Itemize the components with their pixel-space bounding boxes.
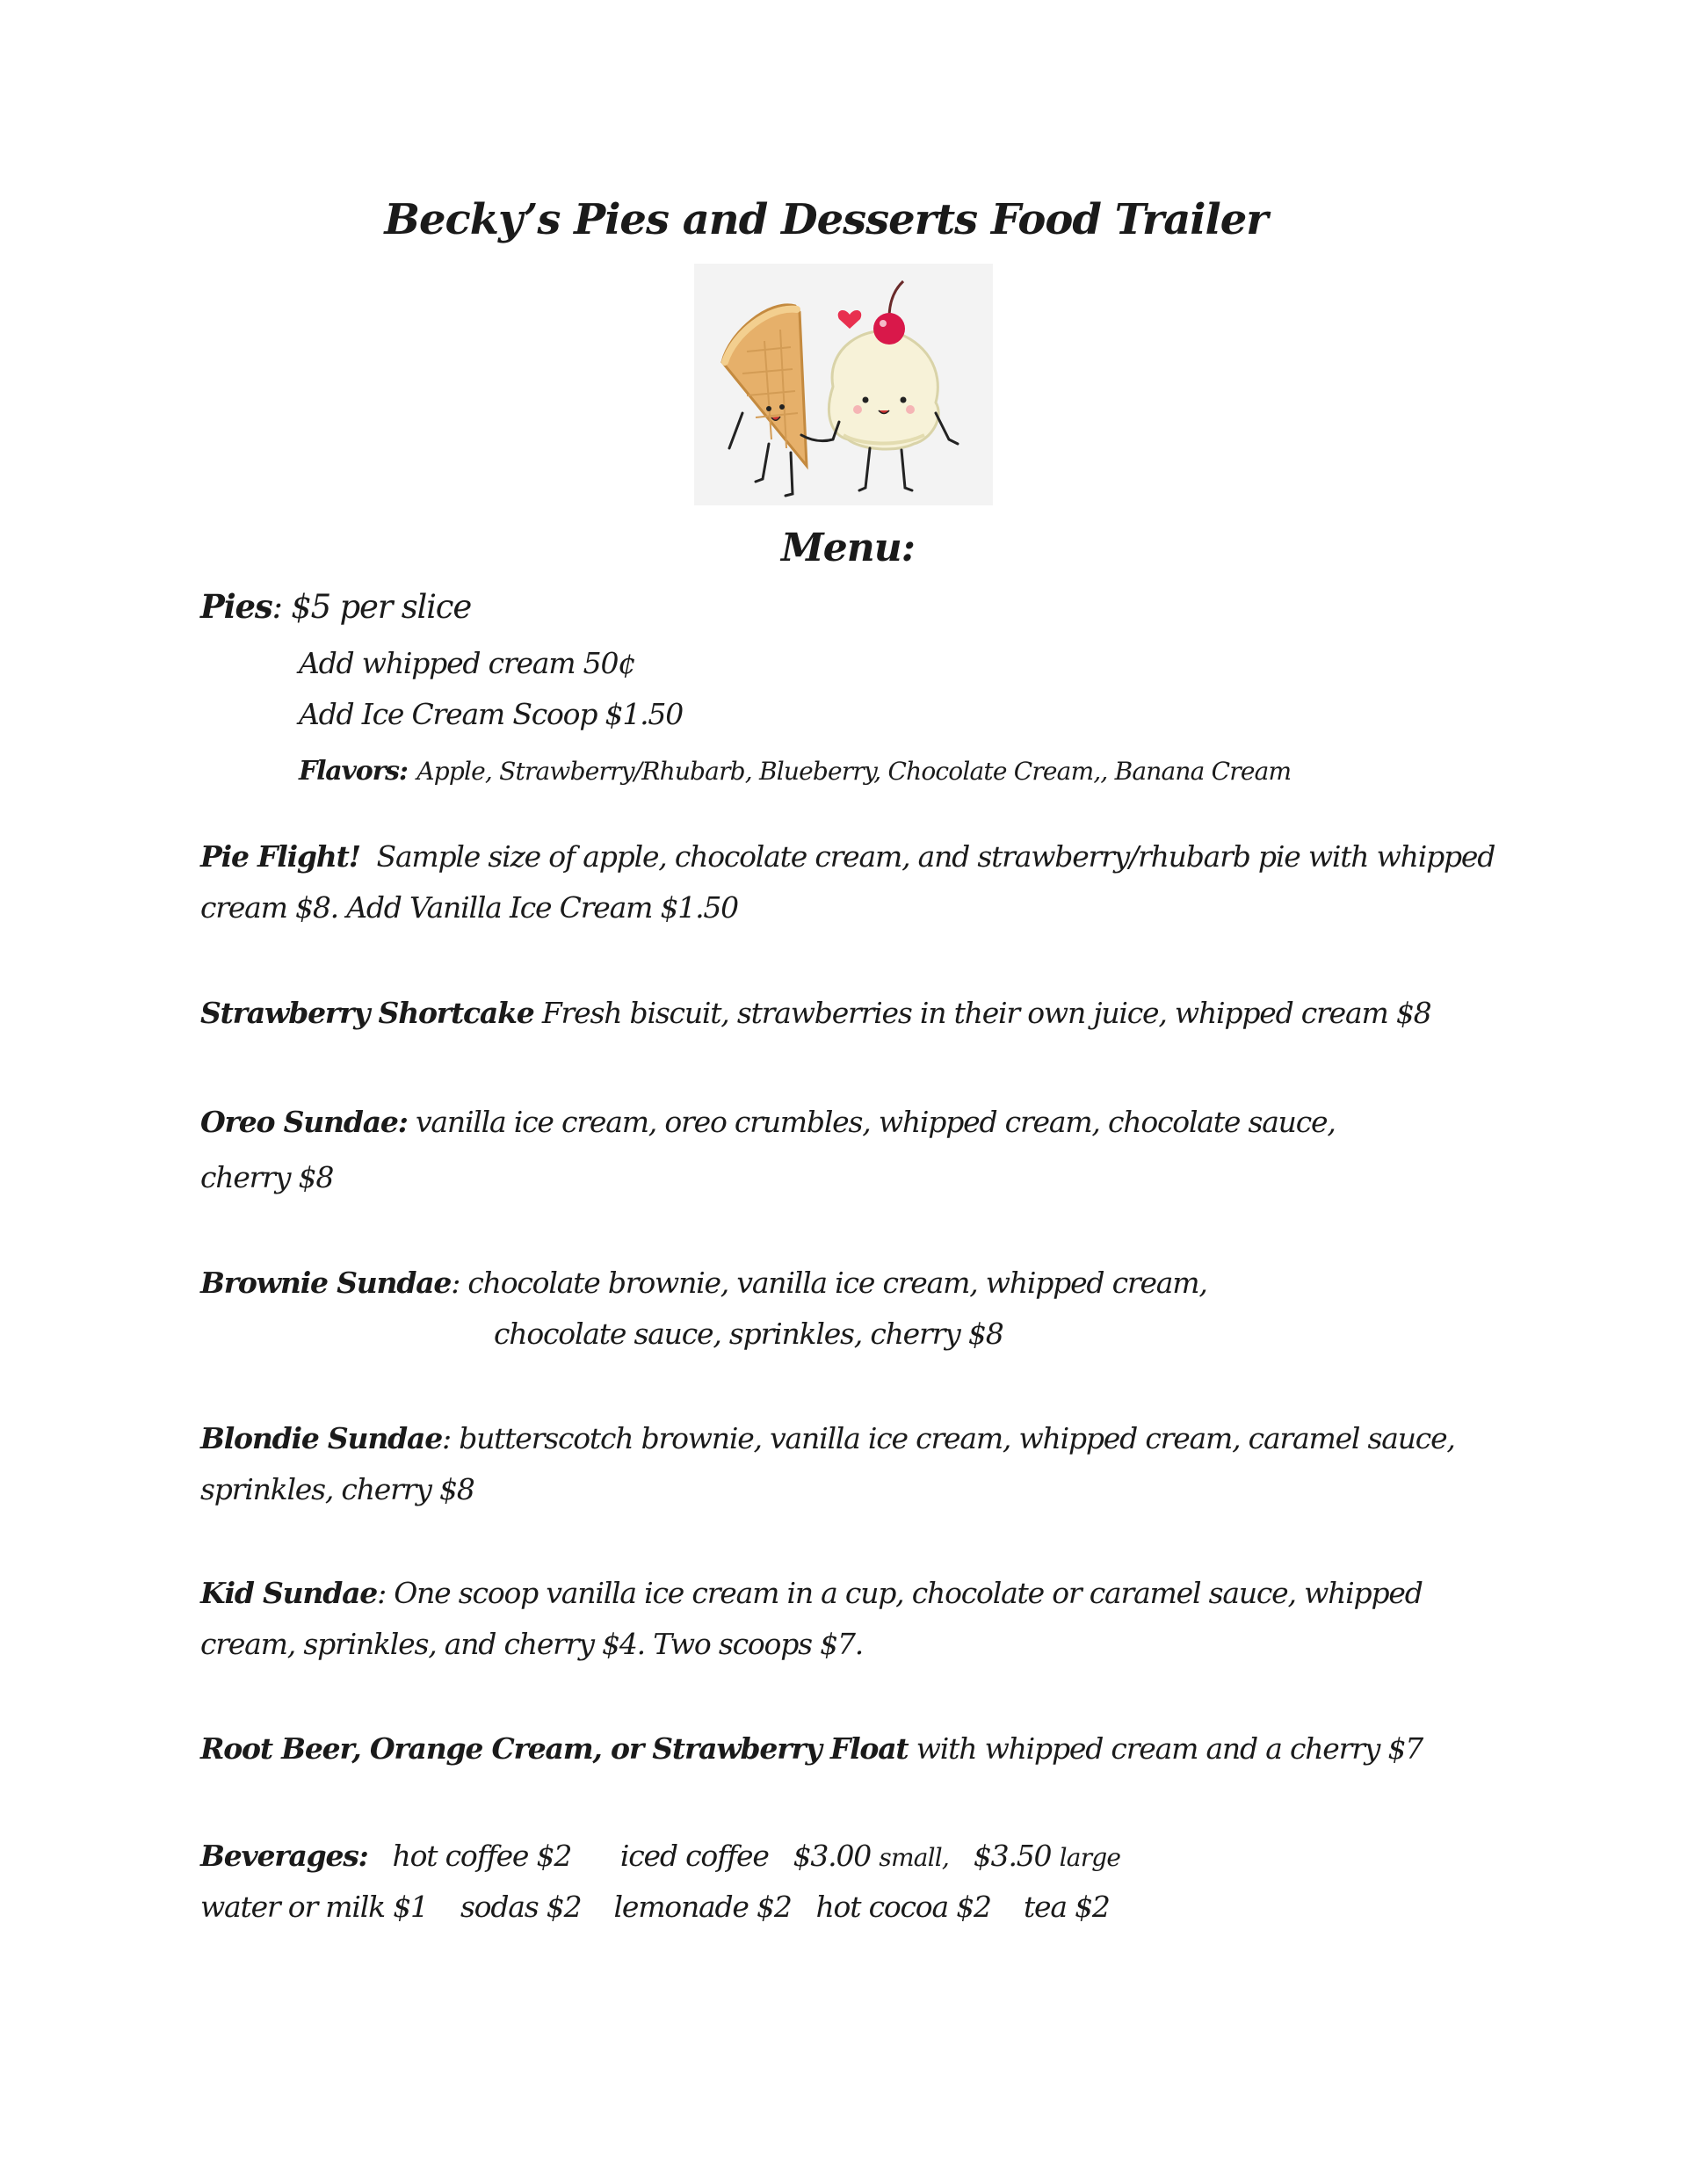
pies-flavors-line — [299, 750, 1291, 787]
kid-desc-1: : One scoop vanilla ice cream in a cup, chocolate or caramel sauce, whipped — [377, 1576, 1423, 1610]
float-desc: with whipped cream and a cherry $7 — [916, 1731, 1423, 1766]
brownie-label: Brownie Sundae — [200, 1266, 452, 1300]
ice-cream-scoop-icon — [829, 331, 938, 449]
flavors-label: Flavors: — [299, 756, 408, 787]
pie-flight-label: Pie Flight! — [200, 839, 360, 874]
pie-and-ice-cream-illustration — [694, 264, 993, 505]
iced-small-unit: small, — [879, 1843, 949, 1872]
beverages-line2: water or milk $1 sodas $2 lemonade $2 hot cocoa $2 tea $2 — [200, 1890, 1110, 1924]
iced-large-unit: large — [1059, 1843, 1121, 1872]
iced-large-price: $3.50 — [973, 1839, 1052, 1873]
beverages-line1 — [200, 1839, 1120, 1873]
oreo-desc-1: vanilla ice cream, oreo crumbles, whipped cream, chocolate sauce, — [415, 1105, 1336, 1139]
oreo-line1 — [200, 1105, 1336, 1139]
blondie-desc-1: : butterscotch brownie, vanilla ice cream, whipped cream, caramel sauce, — [442, 1421, 1455, 1455]
shortcake-line — [200, 996, 1430, 1030]
pies-label: Pies — [200, 587, 272, 626]
shortcake-desc: Fresh biscuit, strawberries in their own juice, whipped cream $8 — [541, 996, 1431, 1030]
pies-price: : $5 per slice — [272, 588, 472, 626]
cherry-icon — [873, 313, 905, 345]
float-line — [200, 1731, 1423, 1766]
kid-label: Kid Sundae — [200, 1576, 378, 1610]
float-label: Root Beer, Orange Cream, or Strawberry Float — [200, 1731, 909, 1766]
flavors-list: Apple, Strawberry/Rhubarb, Blueberry, Chocolate Cream,, Banana Cream — [416, 757, 1292, 786]
blondie-desc-2: sprinkles, cherry $8 — [200, 1472, 474, 1506]
oreo-desc-2: cherry $8 — [200, 1160, 334, 1194]
iced-small-price: $3.00 — [793, 1839, 872, 1873]
pie-flight-desc-1: Sample size of apple, chocolate cream, and strawberry/rhubarb pie with whipped — [376, 839, 1495, 874]
menu-heading: Menu: — [781, 526, 915, 570]
heart-icon — [838, 310, 862, 329]
pies-addon-icecream: Add Ice Cream Scoop $1.50 — [299, 697, 684, 731]
brownie-line1 — [200, 1266, 1207, 1300]
oreo-label: Oreo Sundae: — [200, 1105, 408, 1139]
pie-flight-desc-2: cream $8. Add Vanilla Ice Cream $1.50 — [200, 890, 738, 925]
brownie-desc-2: chocolate sauce, sprinkles, cherry $8 — [494, 1317, 1003, 1351]
pie-slice-icon — [722, 305, 807, 466]
page-title: Becky’s Pies and Desserts Food Trailer — [384, 195, 1268, 244]
pie-and-ice-cream-icon — [694, 264, 993, 505]
hot-coffee: hot coffee $2 — [392, 1839, 572, 1873]
pies-addon-whipped: Add whipped cream 50¢ — [299, 646, 636, 680]
beverages-label: Beverages: — [200, 1839, 368, 1873]
blondie-label: Blondie Sundae — [200, 1421, 442, 1455]
shortcake-label: Strawberry Shortcake — [200, 996, 534, 1030]
kid-desc-2: cream, sprinkles, and cherry $4. Two scoops $7. — [200, 1627, 864, 1661]
brownie-desc-1: : chocolate brownie, vanilla ice cream, whipped cream, — [451, 1266, 1207, 1300]
blondie-line1 — [200, 1421, 1455, 1455]
pie-flight-line1 — [200, 839, 1495, 874]
kid-line1 — [200, 1576, 1423, 1610]
iced-coffee: iced coffee — [619, 1839, 769, 1873]
pies-line — [200, 587, 471, 626]
